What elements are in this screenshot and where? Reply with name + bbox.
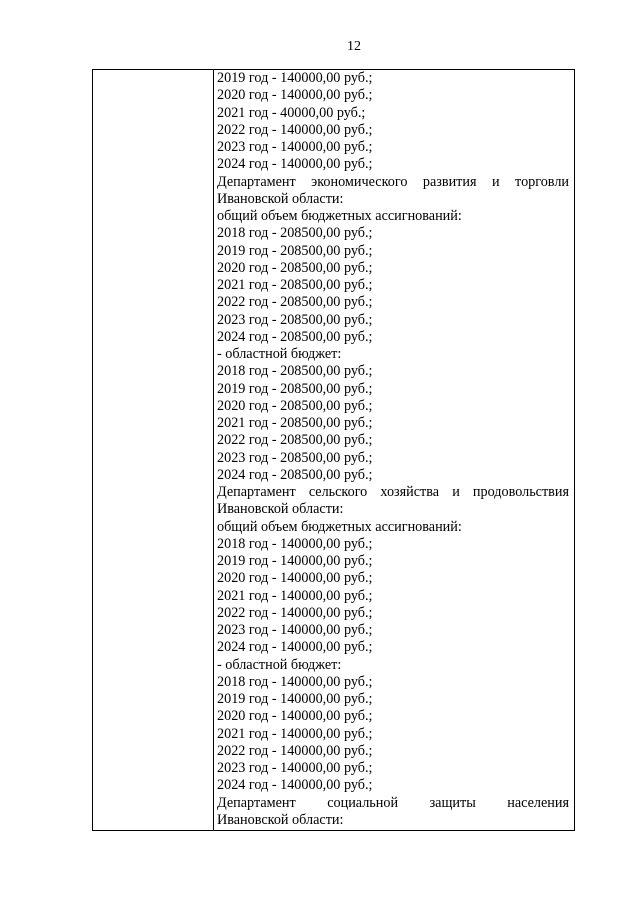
table-line: 2024 год - 208500,00 руб.;	[217, 328, 373, 345]
table-line: 2021 год - 40000,00 руб.;	[217, 104, 366, 121]
table-line: 2022 год - 140000,00 руб.;	[217, 742, 373, 759]
table-line: - областной бюджет:	[217, 656, 342, 673]
table-line: - областной бюджет:	[217, 346, 342, 362]
table-left-cell	[93, 70, 214, 830]
table-line: 2020 год - 140000,00 руб.;	[217, 87, 373, 104]
table-right-cell	[214, 70, 574, 830]
table-line: Ивановской области:	[217, 811, 344, 828]
table-line: 2023 год - 140000,00 руб.;	[217, 760, 373, 776]
table-line: 2023 год - 208500,00 руб.;	[217, 449, 373, 466]
table-line: 2019 год - 140000,00 руб.;	[217, 70, 373, 86]
table-line: Департамент экономического развития и торговли	[217, 173, 569, 190]
table-line: 2024 год - 140000,00 руб.;	[217, 777, 373, 794]
table-line: 2020 год - 208500,00 руб.;	[217, 259, 373, 276]
table-line: 2019 год - 208500,00 руб.;	[217, 242, 373, 259]
table-line: 2022 год - 208500,00 руб.;	[217, 294, 373, 311]
table-line: 2018 год - 208500,00 руб.;	[217, 225, 373, 242]
table-line: 2023 год - 140000,00 руб.;	[217, 139, 373, 155]
table-line: 2019 год - 140000,00 руб.;	[217, 553, 373, 569]
page-number: 12	[347, 39, 361, 54]
table-line: Департамент социальной защиты населения	[217, 794, 569, 811]
table-line: Ивановской области:	[217, 501, 344, 518]
table-line: 2021 год - 140000,00 руб.;	[217, 587, 373, 604]
table-line: 2020 год - 208500,00 руб.;	[217, 397, 373, 414]
table-line: 2020 год - 140000,00 руб.;	[217, 570, 373, 587]
table-line: 2022 год - 140000,00 руб.;	[217, 604, 373, 621]
table-line: Ивановской области:	[217, 190, 344, 207]
table-line: 2022 год - 140000,00 руб.;	[217, 121, 373, 138]
table-line: 2019 год - 140000,00 руб.;	[217, 691, 373, 707]
table-line: 2023 год - 140000,00 руб.;	[217, 622, 373, 638]
table-line: общий объем бюджетных ассигнований:	[217, 518, 462, 535]
table-line: Департамент сельского хозяйства и продовольствия	[217, 484, 569, 500]
table-line: 2021 год - 140000,00 руб.;	[217, 725, 373, 742]
table-line: 2018 год - 140000,00 руб.;	[217, 673, 373, 690]
table-line: общий объем бюджетных ассигнований:	[217, 208, 462, 224]
table-line: 2022 год - 208500,00 руб.;	[217, 432, 373, 449]
table-line: 2024 год - 140000,00 руб.;	[217, 156, 373, 173]
table-line: 2020 год - 140000,00 руб.;	[217, 708, 373, 725]
table-line: 2019 год - 208500,00 руб.;	[217, 380, 373, 397]
budget-table	[92, 69, 575, 831]
table-line: 2021 год - 208500,00 руб.;	[217, 277, 373, 293]
table-line: 2024 год - 208500,00 руб.;	[217, 466, 373, 483]
table-line: 2023 год - 208500,00 руб.;	[217, 311, 373, 328]
table-line: 2018 год - 140000,00 руб.;	[217, 535, 373, 552]
table-line: 2018 год - 208500,00 руб.;	[217, 363, 373, 380]
table-line: 2021 год - 208500,00 руб.;	[217, 415, 373, 431]
table-line: 2024 год - 140000,00 руб.;	[217, 639, 373, 656]
